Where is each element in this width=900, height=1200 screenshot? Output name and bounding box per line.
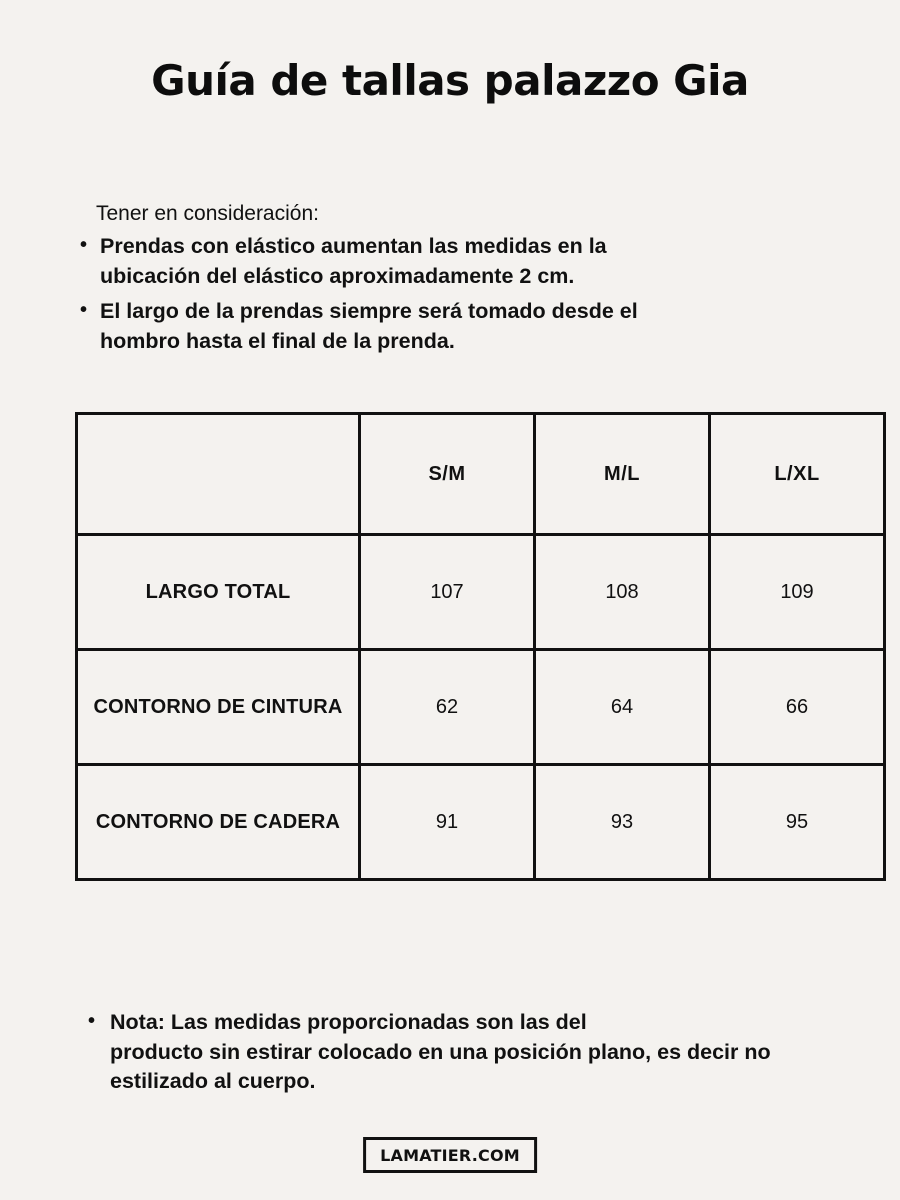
table-cell: 95	[710, 765, 885, 880]
considerations-heading: Tener en consideración:	[96, 202, 319, 225]
table-cell: 66	[710, 650, 885, 765]
table-column-header: L/XL	[710, 414, 885, 535]
page-title: Guía de tallas palazzo Gia	[151, 56, 749, 105]
table-cell: 108	[535, 535, 710, 650]
considerations-block	[78, 202, 822, 363]
list-item	[78, 297, 822, 356]
table-cell: 109	[710, 535, 885, 650]
footnote	[88, 1008, 825, 1097]
footnote-main-text: Las medidas proporcionadas son las del	[170, 1010, 587, 1034]
note-tail-text: ubicación del elástico aproximadamente 2 cm.	[100, 263, 575, 288]
footnote-tail-text: producto sin estirar colocado en una posición plano, es decir no estilizado al cuerpo.	[110, 1039, 771, 1094]
table-row	[77, 535, 885, 650]
note-main-text: Prendas con elástico aumentan las medidas en la	[100, 234, 607, 258]
table-row-label: LARGO TOTAL	[77, 535, 360, 650]
table-cell: 107	[360, 535, 535, 650]
size-table	[75, 412, 886, 881]
table-cell: 93	[535, 765, 710, 880]
footnote-label: Nota:	[110, 1010, 165, 1034]
table-row-label: CONTORNO DE CADERA	[77, 765, 360, 880]
considerations-list	[78, 232, 822, 357]
note-tail-text: hombro hasta el final de la prenda.	[100, 328, 455, 353]
list-item	[78, 232, 822, 291]
table-row-label: CONTORNO DE CINTURA	[77, 650, 360, 765]
note-main-text: El largo de la prendas siempre será tomado desde el	[100, 299, 638, 324]
table-cell: 64	[535, 650, 710, 765]
table-column-header: M/L	[535, 414, 710, 535]
table-cell: 91	[360, 765, 535, 880]
table-header-row	[77, 414, 885, 535]
brand-logo: LAMATIER.COM	[363, 1137, 537, 1173]
table-column-header: S/M	[360, 414, 535, 535]
table-row	[77, 650, 885, 765]
table-corner-cell	[77, 414, 360, 535]
table-cell: 62	[360, 650, 535, 765]
table-row	[77, 765, 885, 880]
